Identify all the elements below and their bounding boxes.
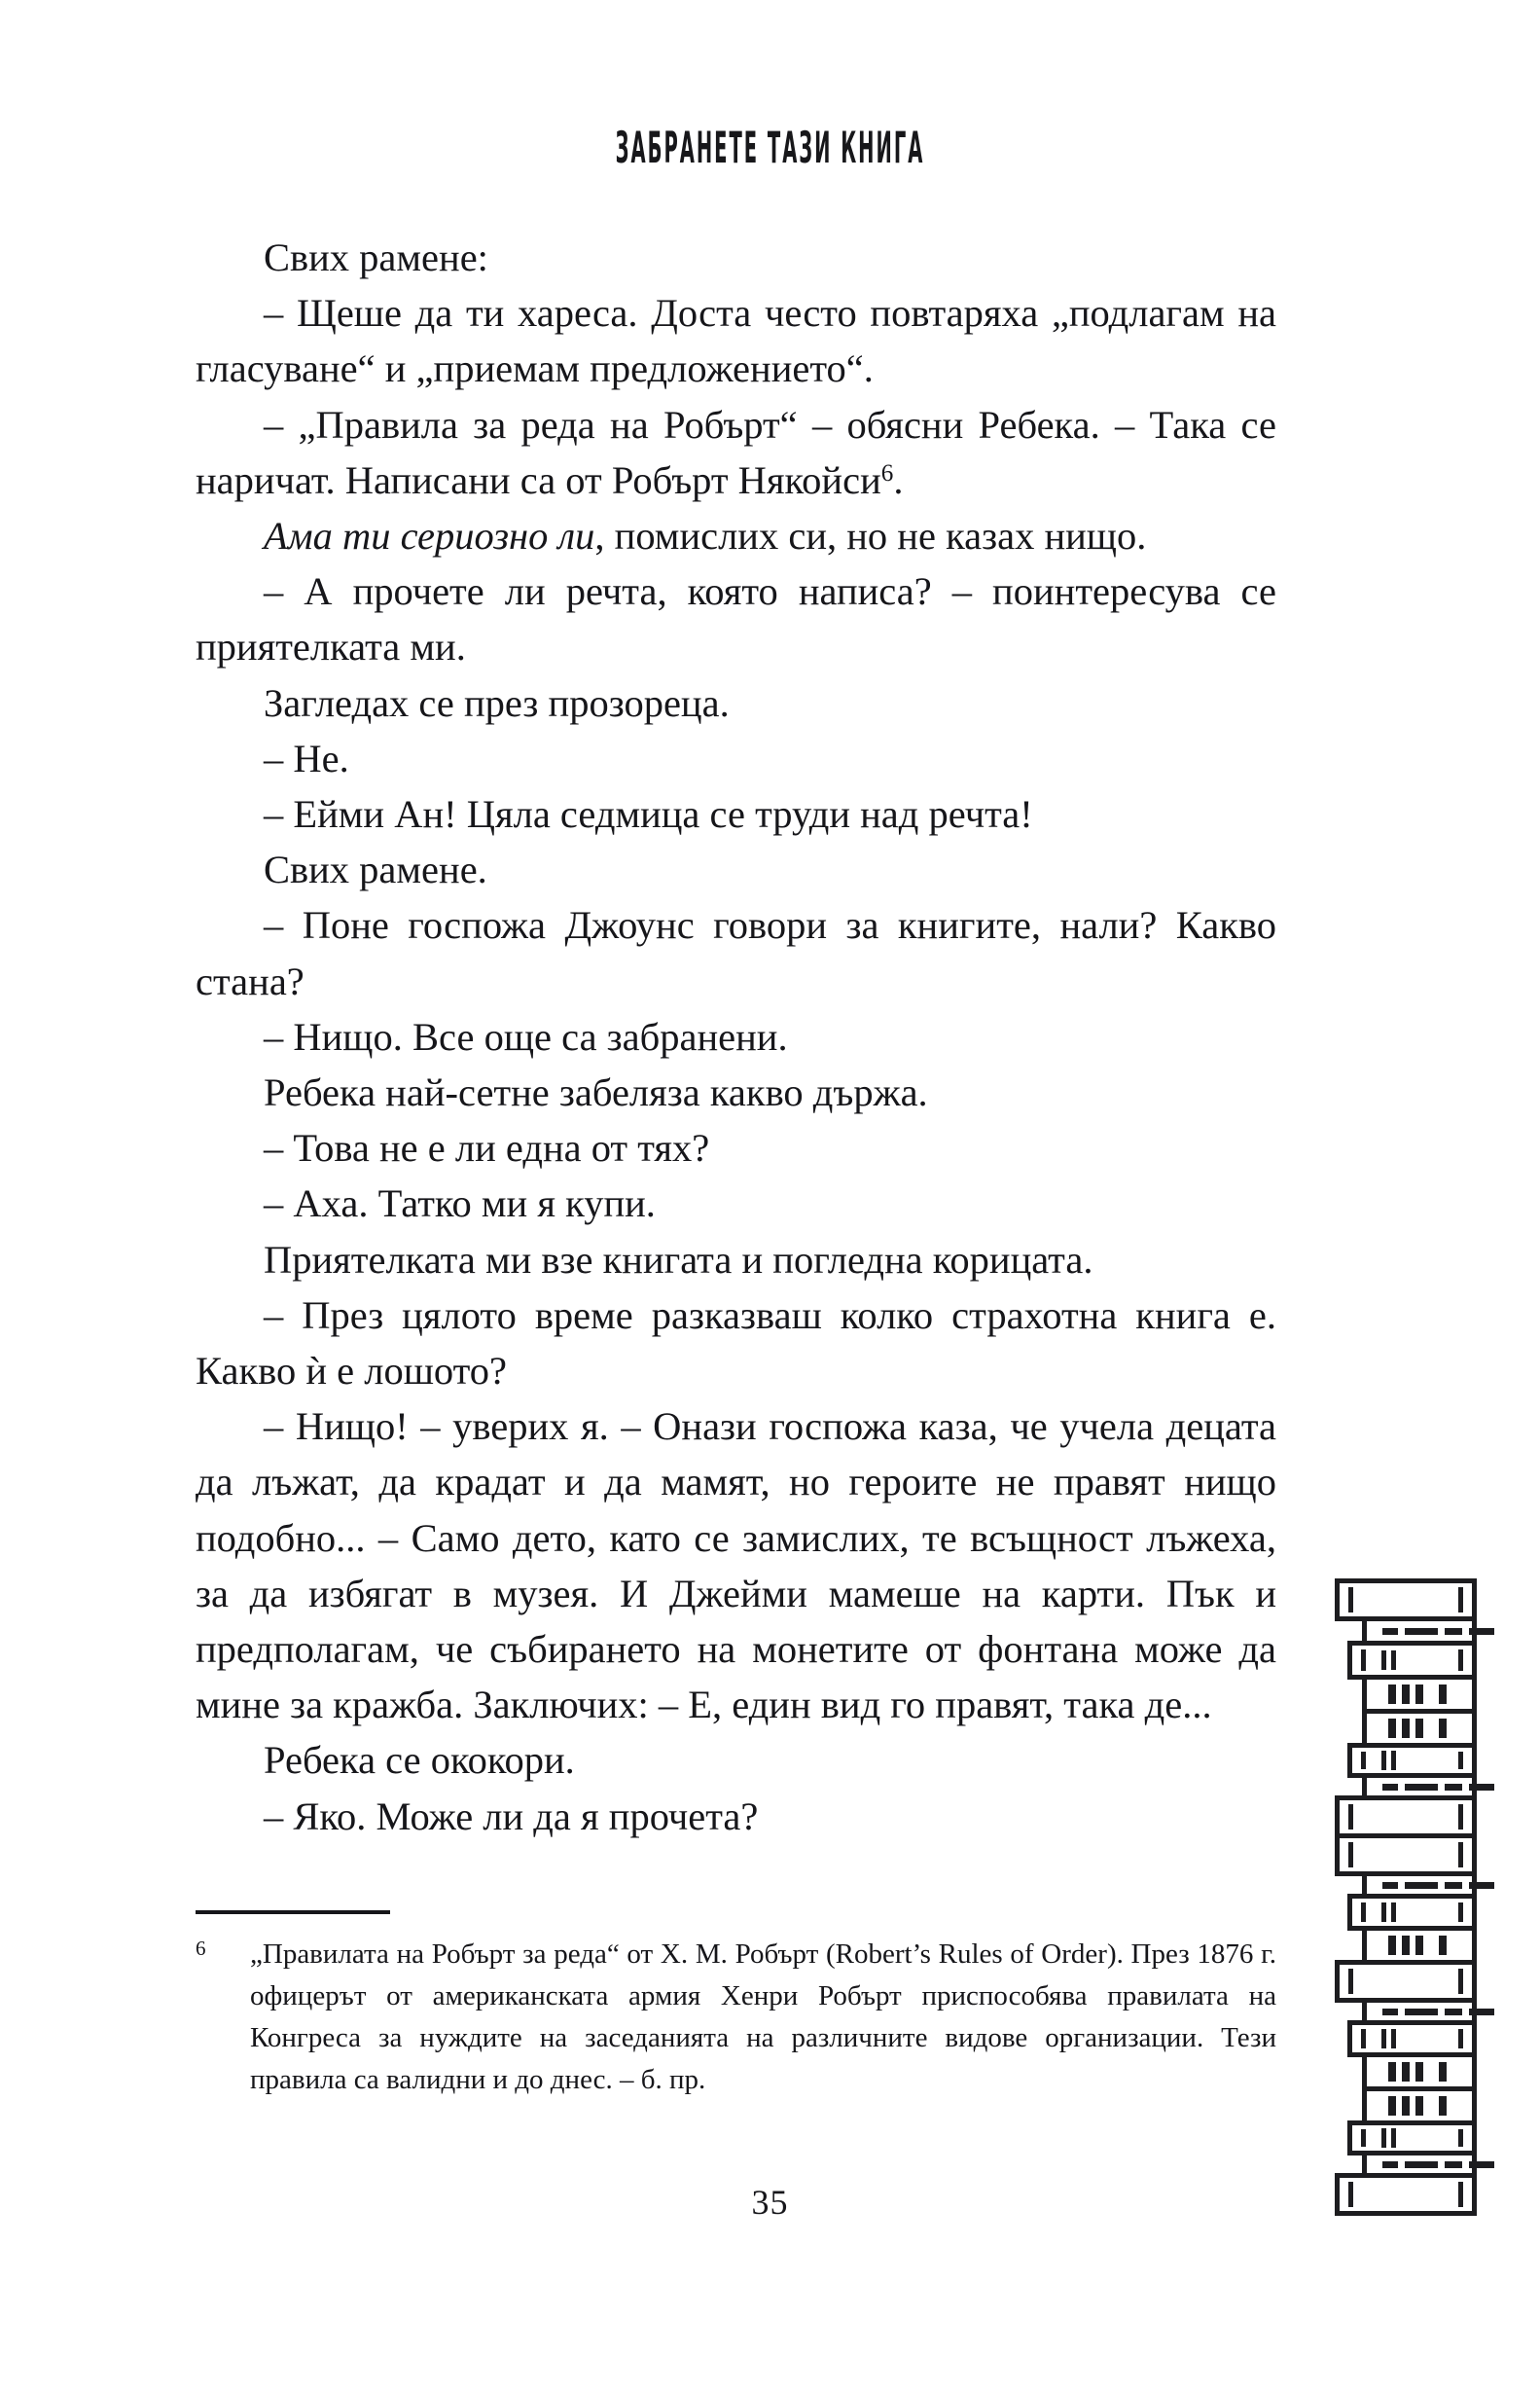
spine-band-left: [1348, 1842, 1353, 1867]
book-spine: [1335, 2173, 1477, 2216]
footnote-block: [196, 1910, 1276, 2101]
spine-rule-ornament: [1381, 2029, 1396, 2048]
spine-band-left: [1361, 2029, 1366, 2048]
spine-tick-ornament: [1388, 2062, 1423, 2082]
paragraph: Свих рамене.: [264, 848, 487, 892]
spine-tick-ornament: [1388, 1936, 1423, 1955]
spine-band-left: [1348, 2182, 1353, 2207]
spine-band-right: [1458, 1902, 1463, 1922]
paragraph: – Яко. Може ли да я прочета?: [264, 1793, 759, 1838]
spine-band-left: [1361, 1752, 1366, 1769]
paragraph: Загледах се през прозореца.: [264, 680, 730, 725]
spine-band-left: [1361, 1902, 1366, 1922]
stack-of-books-icon: [1335, 1578, 1477, 2216]
spine-tick-far: [1439, 2062, 1447, 2082]
paragraph: – През цялото време разказваш колко страхотна книга е. Какво ѝ е лошото?: [196, 1292, 1276, 1394]
paragraph: – Това не е ли една от тях?: [264, 1126, 710, 1171]
spine-dash-ornament: [1382, 2161, 1494, 2168]
spine-band-right: [1458, 1649, 1463, 1671]
spine-rule-ornament: [1381, 1650, 1396, 1670]
spine-band-right: [1458, 2182, 1463, 2207]
running-head: ЗАБРАНЕТЕ ТАЗИ КНИГА: [615, 125, 925, 174]
footnote-text-wrapper: [196, 1934, 1276, 2101]
spine-dash-ornament: [1382, 1882, 1494, 1889]
spine-band-left: [1348, 1587, 1353, 1612]
book-spine: [1362, 1709, 1477, 1748]
paragraph-italic-thought: [196, 508, 1276, 563]
paragraph: – Нищо! – уверих я. – Онази госпожа каза, че учела децата да лъжат, да крадат и да мамят, но героите не правят нищо подобно... – Само дето, като се замислих, те всъщност лъжеха, за да избягат в музея. И Джейми мамеше на карти. Пък и предполагам, че събирането на монетите от фонтана може да мине за кражба. Заключих: – Е, един вид го правят, така де...: [196, 1404, 1276, 1727]
book-spine: [1335, 1960, 1477, 2003]
spine-dash-ornament: [1382, 1628, 1494, 1635]
spine-tick-far: [1439, 1719, 1447, 1738]
paragraph: – Аха. Татко ми я купи.: [264, 1181, 656, 1226]
spine-rule-ornament: [1381, 2128, 1396, 2148]
spine-rule-ornament: [1381, 1902, 1396, 1922]
spine-band-left: [1361, 1649, 1366, 1671]
spine-band-right: [1458, 1969, 1463, 1994]
paragraph: – А прочете ли речта, която написа? – поинтересува се приятелката ми.: [196, 569, 1276, 670]
italic-phrase: Ама ти сериозно ли: [264, 514, 595, 559]
book-spine: [1362, 1675, 1477, 1714]
spine-band-right: [1458, 2029, 1463, 2048]
book-spine: [1335, 1578, 1477, 1621]
spine-band-right: [1458, 2129, 1463, 2147]
paragraph: – Нищо. Все още са забранени.: [264, 1014, 788, 1059]
book-spine: [1347, 1641, 1477, 1680]
spine-band-right: [1458, 1752, 1463, 1769]
paragraph: Свих рамене:: [264, 235, 488, 279]
spine-band-right: [1458, 1587, 1463, 1612]
paragraph: – Не.: [264, 736, 349, 780]
book-spine: [1362, 2086, 1477, 2125]
spine-band-right: [1458, 1842, 1463, 1867]
book-spine: [1335, 1833, 1477, 1876]
spine-tick-ornament: [1388, 1719, 1423, 1738]
paragraph: – Ейми Ан! Цяла седмица се труди над речта!: [264, 792, 1033, 837]
spine-tick-far: [1439, 1685, 1447, 1704]
spine-dash-ornament: [1382, 2009, 1494, 2015]
spine-dash-ornament: [1382, 1784, 1494, 1791]
paragraph-text: – „Правила за реда на Робърт“ – обясни Ребека. – Така се наричат. Написани са от Робърт Някойси: [196, 402, 1276, 502]
footnote-number: 6: [196, 1937, 206, 1960]
spine-tick-ornament: [1388, 1685, 1423, 1704]
footnote-separator-rule: [196, 1910, 390, 1914]
paragraph: Ребека най-сетне забеляза какво държа.: [264, 1070, 928, 1115]
book-spine: [1362, 1926, 1477, 1965]
body-text-column: [196, 230, 1276, 1844]
footnote-text: „Правилата на Робърт за реда“ от Х. М. Робърт (Robert’s Rules of Order). През 1876 г. офицерът от американската армия Хенри Робърт приспособява правилата на Конгреса за нуждите на заседанията на различните видове организации. Тези правила са валидни и до днес. – б. пр.: [250, 1938, 1276, 2095]
paragraph: – Щеше да ти хареса. Доста често повтаряха „подлагам на гласуване“ и „приемам предложението“.: [196, 291, 1276, 391]
book-spine: [1335, 1795, 1477, 1838]
book-spine: [1362, 2052, 1477, 2091]
spine-band-left: [1348, 1969, 1353, 1994]
paragraph-text: , помислих си, но не казах нищо.: [594, 514, 1147, 559]
spine-tick-far: [1439, 2096, 1447, 2116]
spine-tick-ornament: [1388, 2096, 1423, 2116]
paragraph: Ребека се ококори.: [264, 1738, 575, 1783]
spine-rule-ornament: [1381, 1751, 1396, 1770]
paragraph: Приятелката ми взе книгата и погледна корицата.: [264, 1237, 1093, 1282]
spine-band-left: [1348, 1804, 1353, 1829]
paragraph-with-footnote-ref: [196, 397, 1276, 508]
page-number: 35: [751, 2183, 789, 2222]
spine-band-left: [1361, 2129, 1366, 2147]
spine-band-right: [1458, 1804, 1463, 1829]
paragraph: – Поне госпожа Джоунс говори за книгите, нали? Какво стана?: [196, 903, 1276, 1003]
paragraph-text-tail: .: [893, 457, 904, 502]
footnote-reference-marker[interactable]: 6: [880, 459, 894, 487]
spine-tick-far: [1439, 1936, 1447, 1955]
